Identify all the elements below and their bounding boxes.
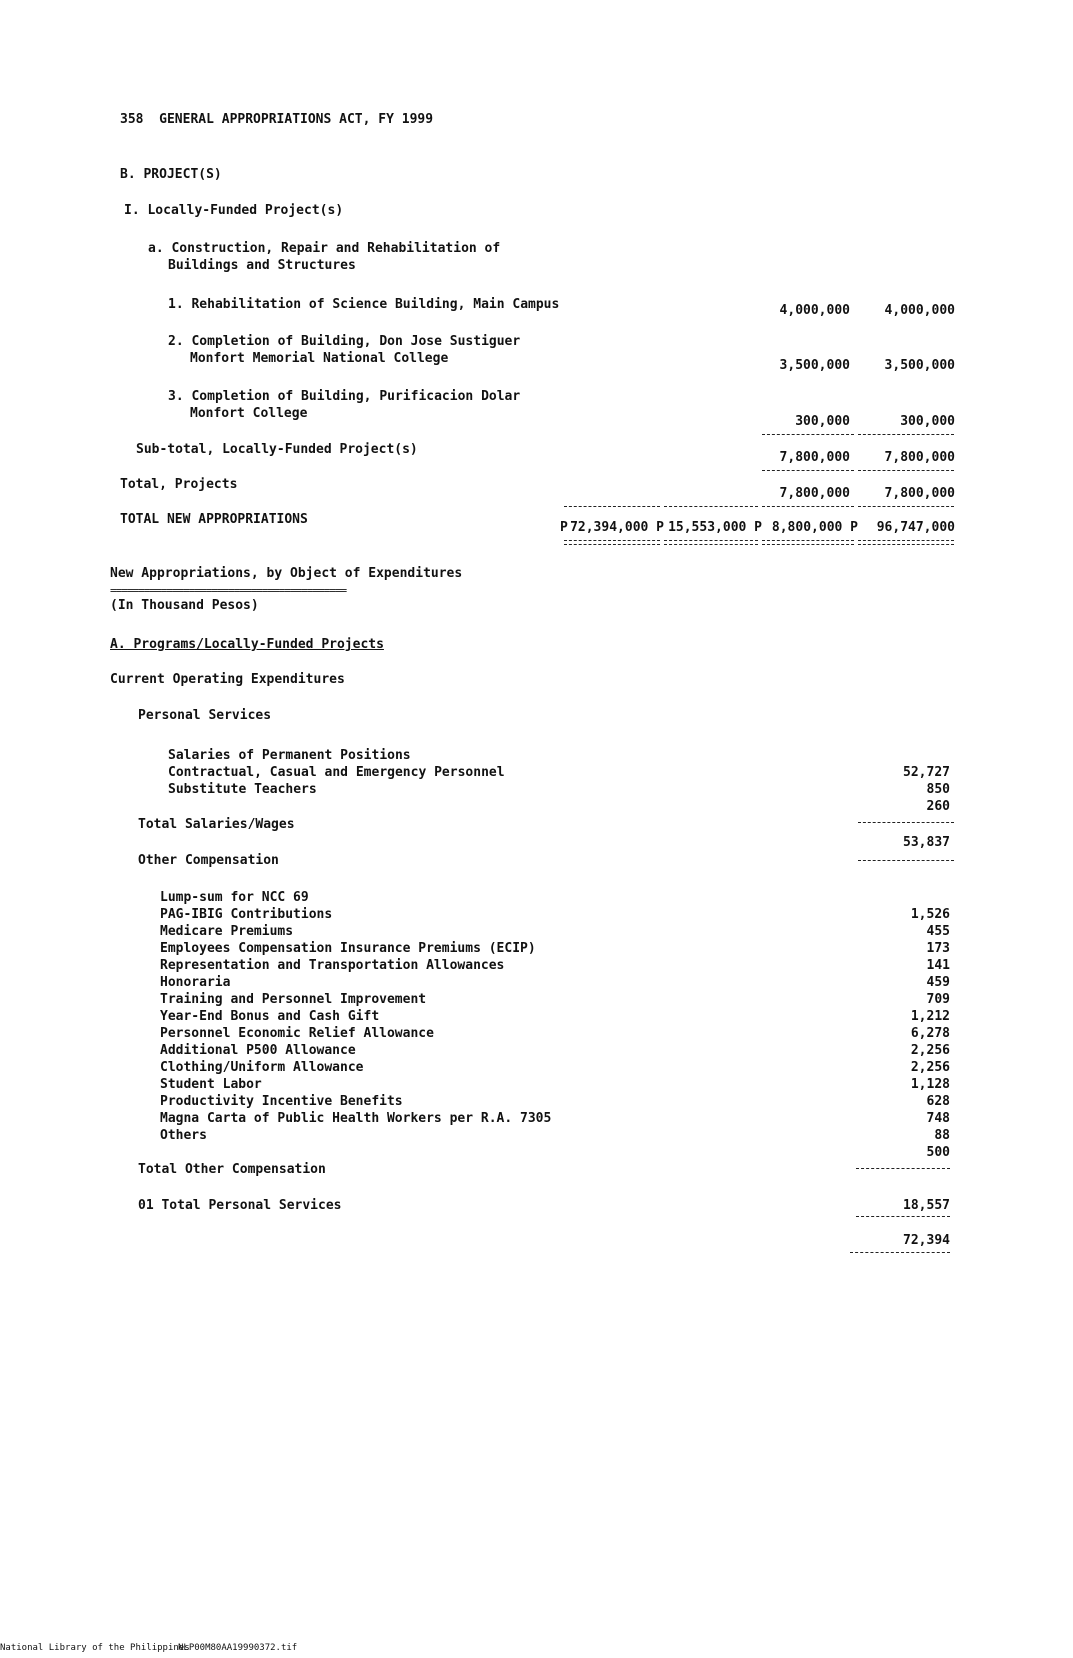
project-2-label-line2: Monfort Memorial National College <box>190 351 449 366</box>
project-2-label: 2. Completion of Building, Don Jose Sustiguer <box>168 334 521 349</box>
other-compensation-heading: Other Compensation <box>138 853 279 868</box>
other-item: Lump-sum for NCC 69 <box>160 890 309 905</box>
total-salaries-value: 53,837 <box>903 835 950 850</box>
locally-funded-heading: I. Locally-Funded Project(s) <box>124 203 344 218</box>
other-item: Magna Carta of Public Health Workers per R.A. 7305 <box>160 1111 552 1126</box>
section-b-heading: B. PROJECT(S) <box>120 167 222 182</box>
subtotal-total: 7,800,000 <box>884 450 955 465</box>
rule <box>858 860 954 861</box>
project-3-total: 300,000 <box>900 414 955 429</box>
other-value: 500 <box>926 1145 950 1160</box>
other-value: 2,256 <box>910 1043 950 1058</box>
rule <box>858 470 954 471</box>
rule <box>762 506 854 507</box>
rule <box>564 506 660 507</box>
other-item: Personnel Economic Relief Allowance <box>160 1026 434 1041</box>
other-item: Additional P500 Allowance <box>160 1043 356 1058</box>
subtotal-col4: 7,800,000 <box>779 450 850 465</box>
rule <box>856 1168 950 1169</box>
total-other-compensation-value: 18,557 <box>903 1198 950 1213</box>
other-value: 455 <box>926 924 950 939</box>
project-3-label-line2: Monfort College <box>190 406 308 421</box>
footer-library: National Library of the Philippines <box>0 1643 190 1653</box>
total-projects-total: 7,800,000 <box>884 486 955 501</box>
other-value: 6,278 <box>910 1026 950 1041</box>
rule <box>856 1216 950 1217</box>
other-value: 1,526 <box>910 907 950 922</box>
double-rule <box>858 540 954 545</box>
grand-c4: 96,747,000 <box>876 520 955 535</box>
total-personal-services-label: 01 Total Personal Services <box>138 1198 342 1213</box>
project-2-col4: 3,500,000 <box>779 358 850 373</box>
other-item: PAG-IBIG Contributions <box>160 907 333 922</box>
page-number: 358 <box>120 112 144 127</box>
other-value: 709 <box>926 992 950 1007</box>
other-value: 2,256 <box>910 1060 950 1075</box>
other-value: 459 <box>926 975 950 990</box>
other-item: Student Labor <box>160 1077 262 1092</box>
rule <box>858 822 954 823</box>
other-value: 748 <box>926 1111 950 1126</box>
other-value: 1,212 <box>910 1009 950 1024</box>
current-operating-heading: Current Operating Expenditures <box>110 672 345 687</box>
personal-services-heading: Personal Services <box>138 708 272 723</box>
rule <box>850 1252 950 1253</box>
other-item: Others <box>160 1128 207 1143</box>
other-item: Clothing/Uniform Allowance <box>160 1060 364 1075</box>
project-1-col4: 4,000,000 <box>779 303 850 318</box>
total-projects-col4: 7,800,000 <box>779 486 850 501</box>
total-personal-services-value: 72,394 <box>903 1233 950 1248</box>
salary-value: 260 <box>926 799 950 814</box>
new-appropriations-title: New Appropriations, by Object of Expenditures <box>110 566 463 581</box>
project-2-total: 3,500,000 <box>884 358 955 373</box>
other-value: 141 <box>926 958 950 973</box>
double-rule <box>762 540 854 545</box>
salary-value: 850 <box>926 782 950 797</box>
title-rule: ========================================== <box>110 584 347 597</box>
grand-total-label: TOTAL NEW APPROPRIATIONS <box>120 512 308 527</box>
other-item: Medicare Premiums <box>160 924 294 939</box>
rule <box>762 470 854 471</box>
grand-c2: 15,553,000 P <box>668 520 762 535</box>
grand-c1-prefix: P <box>560 520 568 535</box>
double-rule <box>564 540 660 545</box>
other-item: Productivity Incentive Benefits <box>160 1094 403 1109</box>
footer-file: NLP00M80AA19990372.tif <box>178 1643 298 1653</box>
project-1-total: 4,000,000 <box>884 303 955 318</box>
units-note: (In Thousand Pesos) <box>110 598 259 613</box>
project-3-col4: 300,000 <box>795 414 850 429</box>
rule <box>664 506 758 507</box>
other-item: Representation and Transportation Allowances <box>160 958 505 973</box>
other-value: 628 <box>926 1094 950 1109</box>
salary-value: 52,727 <box>903 765 950 780</box>
total-salaries-label: Total Salaries/Wages <box>138 817 295 832</box>
other-value: 173 <box>926 941 950 956</box>
salary-item: Contractual, Casual and Emergency Personnel <box>168 765 505 780</box>
grand-c1: 72,394,000 P <box>570 520 664 535</box>
rule <box>762 434 854 435</box>
project-1-label: 1. Rehabilitation of Science Building, Main Campus <box>168 297 560 312</box>
double-rule <box>664 540 758 545</box>
total-projects-label: Total, Projects <box>120 477 238 492</box>
construction-heading-line2: Buildings and Structures <box>168 258 356 273</box>
other-item: Year-End Bonus and Cash Gift <box>160 1009 380 1024</box>
project-3-label: 3. Completion of Building, Purificacion Dolar <box>168 389 521 404</box>
other-value: 1,128 <box>910 1077 950 1092</box>
other-value: 88 <box>934 1128 950 1143</box>
subtotal-label: Sub-total, Locally-Funded Project(s) <box>136 442 418 457</box>
total-other-compensation-label: Total Other Compensation <box>138 1162 326 1177</box>
page-header <box>120 112 433 128</box>
salary-item: Salaries of Permanent Positions <box>168 748 411 763</box>
construction-heading: a. Construction, Repair and Rehabilitation of <box>148 241 501 256</box>
rule <box>858 434 954 435</box>
page-title: GENERAL APPROPRIATIONS ACT, FY 1999 <box>159 112 434 127</box>
salary-item: Substitute Teachers <box>168 782 317 797</box>
section-a-heading: A. Programs/Locally-Funded Projects <box>110 637 384 652</box>
rule <box>858 506 954 507</box>
other-item: Employees Compensation Insurance Premiums (ECIP) <box>160 941 536 956</box>
other-item: Honoraria <box>160 975 231 990</box>
grand-c3: 8,800,000 P <box>771 520 858 535</box>
other-item: Training and Personnel Improvement <box>160 992 427 1007</box>
